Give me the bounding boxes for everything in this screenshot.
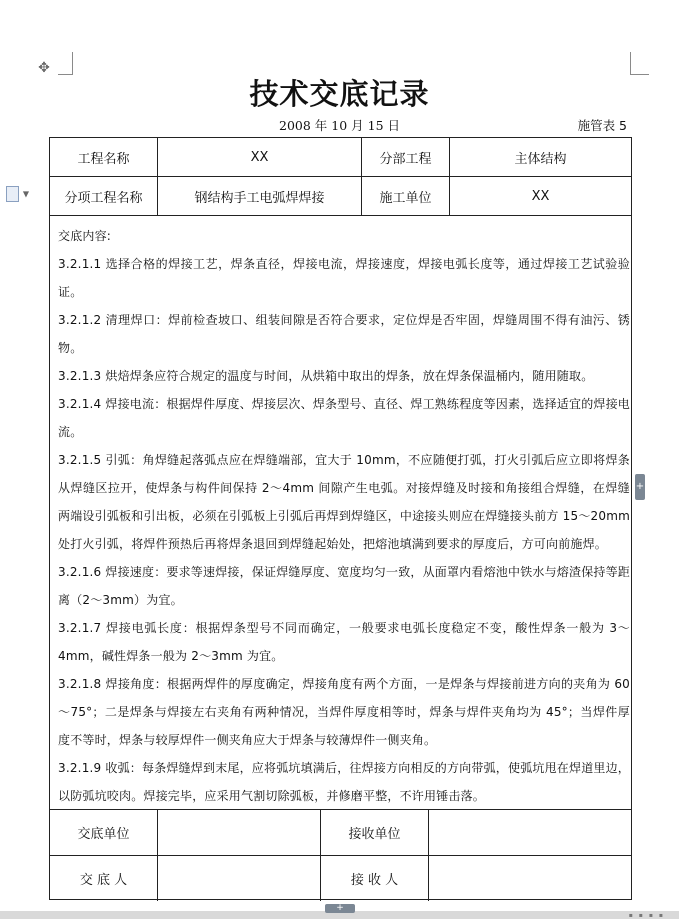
subitem-value[interactable]: 钢结构手工电弧焊焊接 [194,190,325,206]
status-indicators: ▪▪▪▪ [628,912,669,919]
row-divider [50,215,631,216]
discloser-value[interactable] [158,856,320,900]
content-paragraph: 3.2.1.3 烘焙焊条应符合规定的温度与时间，从烘箱中取出的焊条，放在焊条保温桶内，随用随取。 [58,369,594,383]
content-heading: 交底内容: [58,229,112,243]
side-toolbar[interactable] [6,186,34,204]
receiver-value[interactable] [429,856,631,900]
add-row-handle-icon[interactable]: + [325,904,355,913]
receiver-label: 接 收 人 [350,872,399,888]
content-paragraph: 3.2.1.5 引弧：角焊缝起落弧点应在焊缝端部，宜大于 10mm，不应随便打弧，打火引弧后应立即将焊条从焊缝区拉开，使焊条与构件间保持 2～4mm 间隙产生电弧。对接焊缝及时接和角接组合焊缝，在焊缝两端设引弧板和引出板，必须在引弧板上引弧后再焊到焊缝区，中途接头则应在焊缝接头前方 15～20mm 处打火引弧，将焊件预热后再将焊条退回到焊缝起始处，把熔池填满到要求的厚度后，方可向前施焊。 [58,453,630,551]
project-name-value[interactable]: XX [250,149,269,165]
receiving-unit-label: 接收单位 [348,827,401,842]
content-paragraph: 3.2.1.2 清理焊口：焊前检查坡口、组装间隙是否符合要求，定位焊是否牢固，焊缝周围不得有油污、锈物。 [58,313,630,355]
content-paragraph: 3.2.1.7 焊接电弧长度：根据焊条型号不同而确定，一般要求电弧长度稳定不变，酸性焊条一般为 3～4mm，碱性焊条一般为 2～3mm 为宜。 [58,621,630,663]
record-table [49,137,632,900]
disclosing-unit-label: 交底单位 [77,827,130,842]
add-column-handle-icon[interactable]: + [635,474,645,500]
document-title: 技术交底记录 [249,77,430,111]
content-paragraph: 3.2.1.4 焊接电流：根据焊件厚度、焊接层次、焊条型号、直径、焊工熟练程度等因素，选择适宜的焊接电流。 [58,397,631,439]
disclosure-content[interactable] [58,222,630,810]
document-date: 2008 年 10 月 15 日 [279,118,400,133]
receiving-unit-value[interactable] [429,810,631,855]
content-paragraph: 3.2.1.8 焊接角度：根据两焊件的厚度确定，焊接角度有两个方面，一是焊条与焊接前进方向的夹角为 60～75°；二是焊条与焊接左右夹角有两种情况，当焊件厚度相等时，焊条与焊件夹角均为 45°；当焊件厚度不等时，焊条与较厚焊件一侧夹角应大于焊条与较薄焊件一侧夹角。 [58,677,630,747]
document-icon [6,186,19,202]
disclosing-unit-value[interactable] [158,810,320,855]
discloser-label: 交 底 人 [79,872,128,888]
content-paragraph: 3.2.1.6 焊接速度：要求等速焊接，保证焊缝厚度、宽度均匀一致，从面罩内看熔池中铁水与熔渣保持等距离（2～3mm）为宜。 [58,565,631,607]
form-number: 施管表 5 [577,118,627,133]
content-paragraph: 3.2.1.1 选择合格的焊接工艺，焊条直径，焊接电流，焊接速度，焊接电弧长度等，通过焊接工艺试验验证。 [58,257,630,299]
dropdown-arrow-icon: ▼ [22,189,29,199]
division-label: 分部工程 [379,151,432,167]
table-move-handle-icon[interactable]: ✥ [38,60,50,76]
division-value[interactable]: 主体结构 [514,151,567,167]
unit-value[interactable]: XX [531,188,550,204]
project-name-label: 工程名称 [77,151,130,167]
subitem-label: 分项工程名称 [64,190,143,206]
content-paragraph: 3.2.1.9 收弧：每条焊缝焊到末尾，应将弧坑填满后，往焊接方向相反的方向带弧，使弧坑甩在焊道里边，以防弧坑咬肉。焊接完毕，应采用气割切除弧板，并修磨平整，不许用锤击落。 [58,761,631,803]
unit-label: 施工单位 [379,190,432,206]
